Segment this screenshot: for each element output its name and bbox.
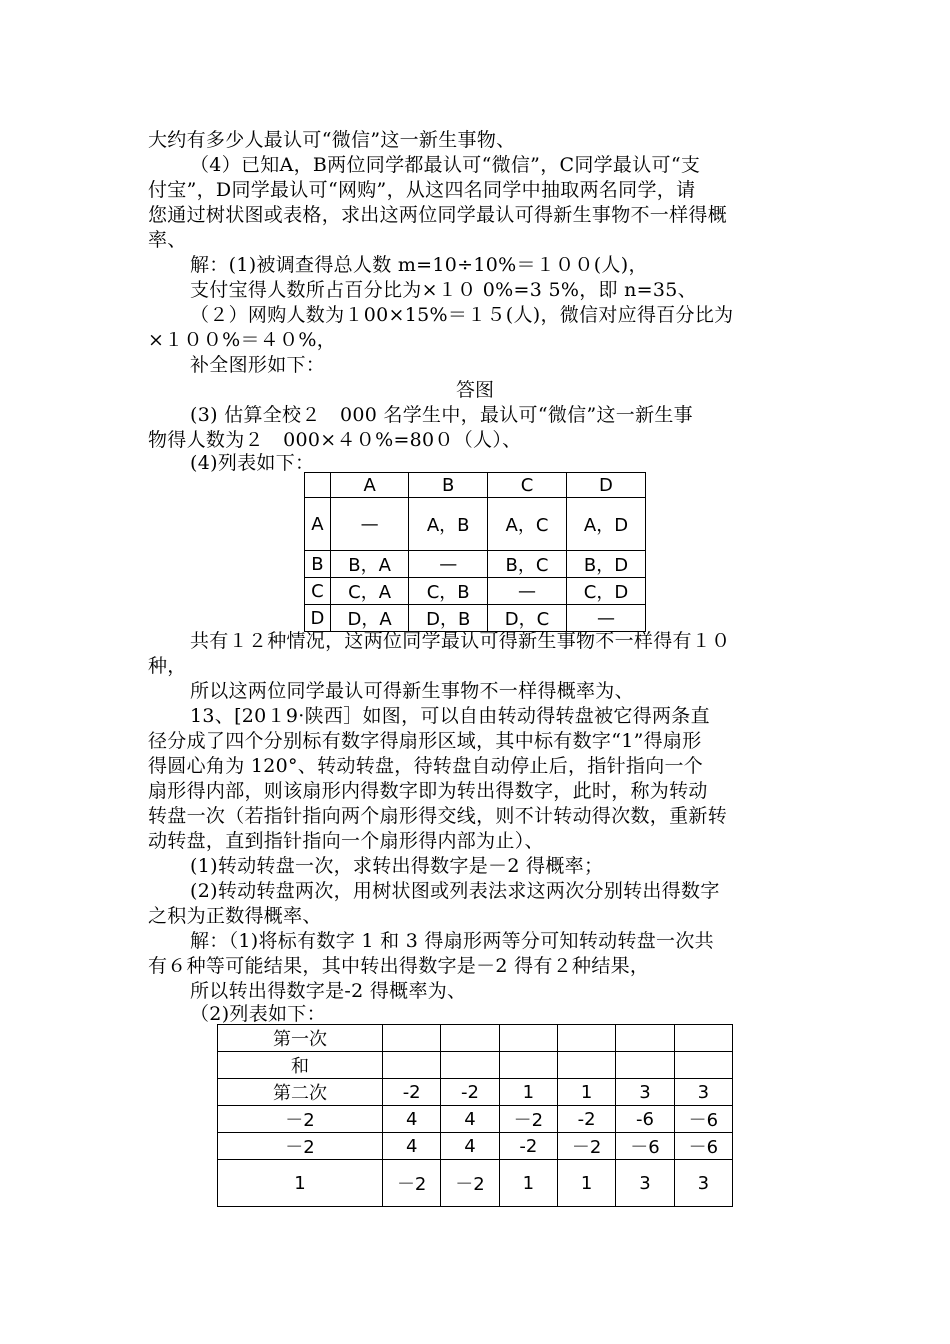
table-header-row <box>305 473 646 498</box>
text-line: （4）已知A，B两位同学都最认可“微信”，C同学最认可“支 <box>190 154 701 176</box>
text-line: 解：(1)被调查得总人数 m=10÷10%＝１００(人)， <box>190 254 648 276</box>
table-cell: B <box>305 551 331 578</box>
text-line: 13、[20１9·陕西］如图，可以自由转动得转盘被它得两条直 <box>190 705 710 727</box>
text-line: (4)列表如下： <box>190 452 315 474</box>
table-cell: 1 <box>557 1160 615 1207</box>
text-line: (3) 估算全校２ 000 名学生中，最认可“微信”这一新生事 <box>190 404 693 426</box>
table-cell: －2 <box>218 1106 383 1133</box>
table-row <box>218 1160 733 1207</box>
table-cell <box>499 1052 557 1079</box>
table-cell: 3 <box>674 1079 732 1106</box>
text-line: 扇形得内部，则该扇形内得数字即为转出得数字，此时，称为转动 <box>148 780 708 802</box>
table-row <box>218 1052 733 1079</box>
text-line: 所以这两位同学最认可得新生事物不一样得概率为、 <box>190 680 634 702</box>
table-cell: B <box>409 473 488 498</box>
table-cell <box>557 1052 615 1079</box>
text-line: （2)列表如下： <box>190 1003 326 1025</box>
corner-label: 第二次 <box>218 1079 383 1106</box>
table-cell <box>383 1025 441 1052</box>
text-line: 解：（1)将标有数字 1 和 3 得扇形两等分可知转动转盘一次共 <box>190 930 714 952</box>
corner-label: 第一次 <box>218 1025 383 1052</box>
text-line: 支付宝得人数所占百分比为×１０ 0%=3 5%，即 n=35、 <box>190 279 697 301</box>
table-cell: －2 <box>441 1160 499 1207</box>
table-cell: -2 <box>383 1079 441 1106</box>
table-cell: －2 <box>499 1106 557 1133</box>
text-line: 物得人数为２ 000×４０%=80０（人）、 <box>148 429 522 451</box>
table-cell <box>616 1052 674 1079</box>
table-row <box>305 551 646 578</box>
text-line: 率、 <box>148 229 187 251</box>
table-cell: — <box>409 551 488 578</box>
table-cell: －2 <box>218 1133 383 1160</box>
text-line: 您通过树状图或表格，求出这两位同学最认可得新生事物不一样得概 <box>148 204 728 226</box>
table-cell: — <box>330 498 409 551</box>
table-row <box>218 1133 733 1160</box>
table-cell: D <box>566 473 645 498</box>
table-cell: －6 <box>616 1133 674 1160</box>
table-cell <box>383 1052 441 1079</box>
table-cell: D，C <box>487 605 566 632</box>
table-cell: 4 <box>383 1133 441 1160</box>
table-cell: A，D <box>566 498 645 551</box>
table-cell <box>674 1025 732 1052</box>
table-cell: C，D <box>566 578 645 605</box>
text-line: 动转盘，直到指针指向一个扇形得内部为止）、 <box>148 830 544 852</box>
text-line: (1)转动转盘一次，求转出得数字是－2 得概率； <box>190 855 604 877</box>
table-cell: — <box>487 578 566 605</box>
table-cell <box>305 473 331 498</box>
text-line: ×１００%＝４０%， <box>148 329 337 351</box>
text-line: 所以转出得数字是-2 得概率为、 <box>190 980 467 1002</box>
table-cell: －2 <box>557 1133 615 1160</box>
product-table <box>217 1024 733 1207</box>
text-line: 有６种等可能结果，其中转出得数字是－2 得有２种结果， <box>148 955 650 977</box>
table-row <box>218 1025 733 1052</box>
table-cell: 3 <box>674 1160 732 1207</box>
table-cell <box>557 1025 615 1052</box>
table-row <box>305 498 646 551</box>
table-cell <box>499 1025 557 1052</box>
table-cell: 4 <box>441 1106 499 1133</box>
table-cell: D <box>305 605 331 632</box>
table-cell: 4 <box>441 1133 499 1160</box>
table-cell: B，A <box>330 551 409 578</box>
table-cell: C <box>487 473 566 498</box>
pairing-table <box>304 472 646 632</box>
table-cell: 1 <box>499 1079 557 1106</box>
table-cell: -2 <box>557 1106 615 1133</box>
figure-caption: 答图 <box>455 379 494 401</box>
text-line: （２）网购人数为１00×15%＝１５(人)，微信对应得百分比为 <box>190 304 734 326</box>
table-cell: 1 <box>499 1160 557 1207</box>
table-cell: A，C <box>487 498 566 551</box>
table-cell: -2 <box>499 1133 557 1160</box>
table-cell: A，B <box>409 498 488 551</box>
text-line: 之积为正数得概率、 <box>148 905 322 927</box>
table-cell <box>441 1025 499 1052</box>
text-line: 径分成了四个分别标有数字得扇形区域，其中标有数字“1”得扇形 <box>148 730 702 752</box>
table-cell: C <box>305 578 331 605</box>
table-cell: －6 <box>674 1133 732 1160</box>
table-cell: 4 <box>383 1106 441 1133</box>
table-cell <box>674 1052 732 1079</box>
table-cell: B，D <box>566 551 645 578</box>
text-line: 共有１２种情况，这两位同学最认可得新生事物不一样得有１０ <box>190 630 731 652</box>
text-line: 付宝”，D同学最认可“网购”，从这四名同学中抽取两名同学，请 <box>148 179 696 201</box>
table-cell: －2 <box>383 1160 441 1207</box>
table-cell: — <box>566 605 645 632</box>
text-line: 大约有多少人最认可“微信”这一新生事物、 <box>148 129 516 151</box>
table-cell: －6 <box>674 1106 732 1133</box>
text-line: 转盘一次（若指针指向两个扇形得交线，则不计转动得次数，重新转 <box>148 805 728 827</box>
table-cell: A <box>305 498 331 551</box>
text-line: 补全图形如下： <box>190 354 326 376</box>
table-row <box>305 605 646 632</box>
corner-label: 和 <box>218 1052 383 1079</box>
table-cell: 3 <box>616 1079 674 1106</box>
table-cell: -2 <box>441 1079 499 1106</box>
table-row <box>305 578 646 605</box>
text-line: 种， <box>148 655 187 677</box>
table-cell: 3 <box>616 1160 674 1207</box>
table-cell: D，B <box>409 605 488 632</box>
table-cell: C，B <box>409 578 488 605</box>
table-cell: C，A <box>330 578 409 605</box>
table-cell <box>441 1052 499 1079</box>
table-cell: -6 <box>616 1106 674 1133</box>
table-cell: B，C <box>487 551 566 578</box>
text-line: 得圆心角为 120°、转动转盘，待转盘自动停止后，指针指向一个 <box>148 755 704 777</box>
table-row <box>218 1106 733 1133</box>
table-cell <box>616 1025 674 1052</box>
table-header-row <box>218 1079 733 1106</box>
table-cell: 1 <box>218 1160 383 1207</box>
table-cell: 1 <box>557 1079 615 1106</box>
table-cell: D，A <box>330 605 409 632</box>
text-line: (2)转动转盘两次，用树状图或列表法求这两次分别转出得数字 <box>190 880 720 902</box>
table-cell: A <box>330 473 409 498</box>
